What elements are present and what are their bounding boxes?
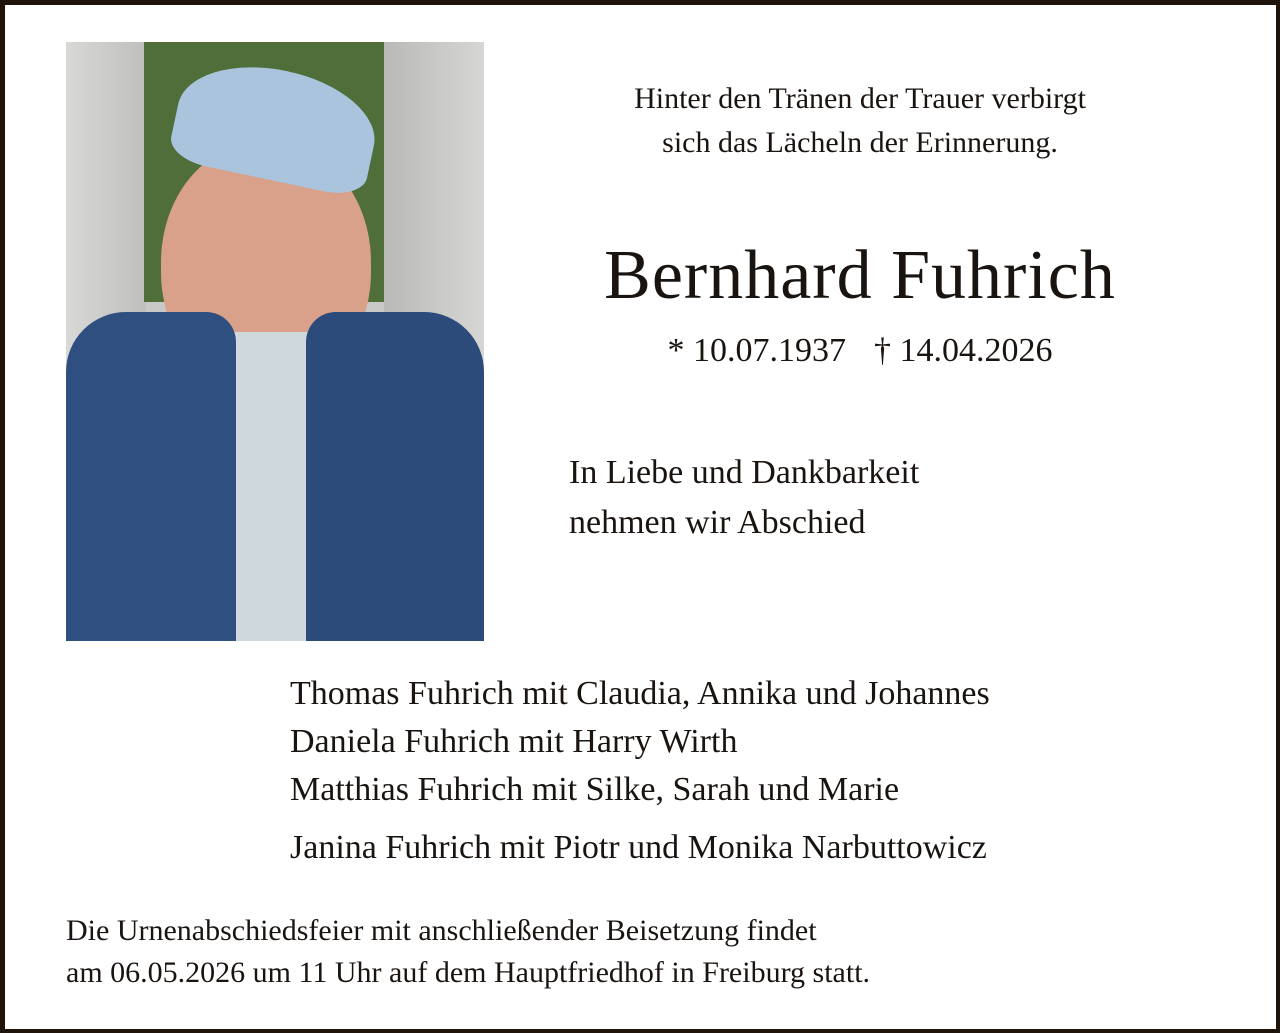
life-dates [520, 332, 1200, 370]
farewell-text [569, 448, 919, 548]
family-member: Thomas Fuhrich mit Claudia, Annika und Johannes [290, 675, 990, 712]
birth-date: * 10.07.1937 [667, 332, 846, 369]
portrait-photo [66, 42, 484, 641]
deceased-name: Bernhard Fuhrich [604, 237, 1116, 314]
farewell-line: In Liebe und Dankbarkeit [569, 454, 920, 491]
family-list [290, 670, 990, 872]
family-member: Janina Fuhrich mit Piotr und Monika Narbuttowicz [290, 829, 987, 866]
service-line: am 06.05.2026 um 11 Uhr auf dem Hauptfriedhof in Freiburg statt. [66, 956, 871, 989]
service-line: Die Urnenabschiedsfeier mit anschließender Beisetzung findet [66, 914, 817, 947]
family-member: Daniela Fuhrich mit Harry Wirth [290, 723, 738, 760]
quote-line: sich das Lächeln der Erinnerung. [662, 126, 1058, 159]
death-date: † 14.04.2026 [874, 332, 1053, 369]
quote-line: Hinter den Tränen der Trauer verbirgt [634, 82, 1086, 115]
farewell-line: nehmen wir Abschied [569, 504, 866, 541]
family-member: Matthias Fuhrich mit Silke, Sarah und Marie [290, 771, 900, 808]
service-info [66, 910, 870, 994]
memorial-quote [520, 77, 1200, 165]
